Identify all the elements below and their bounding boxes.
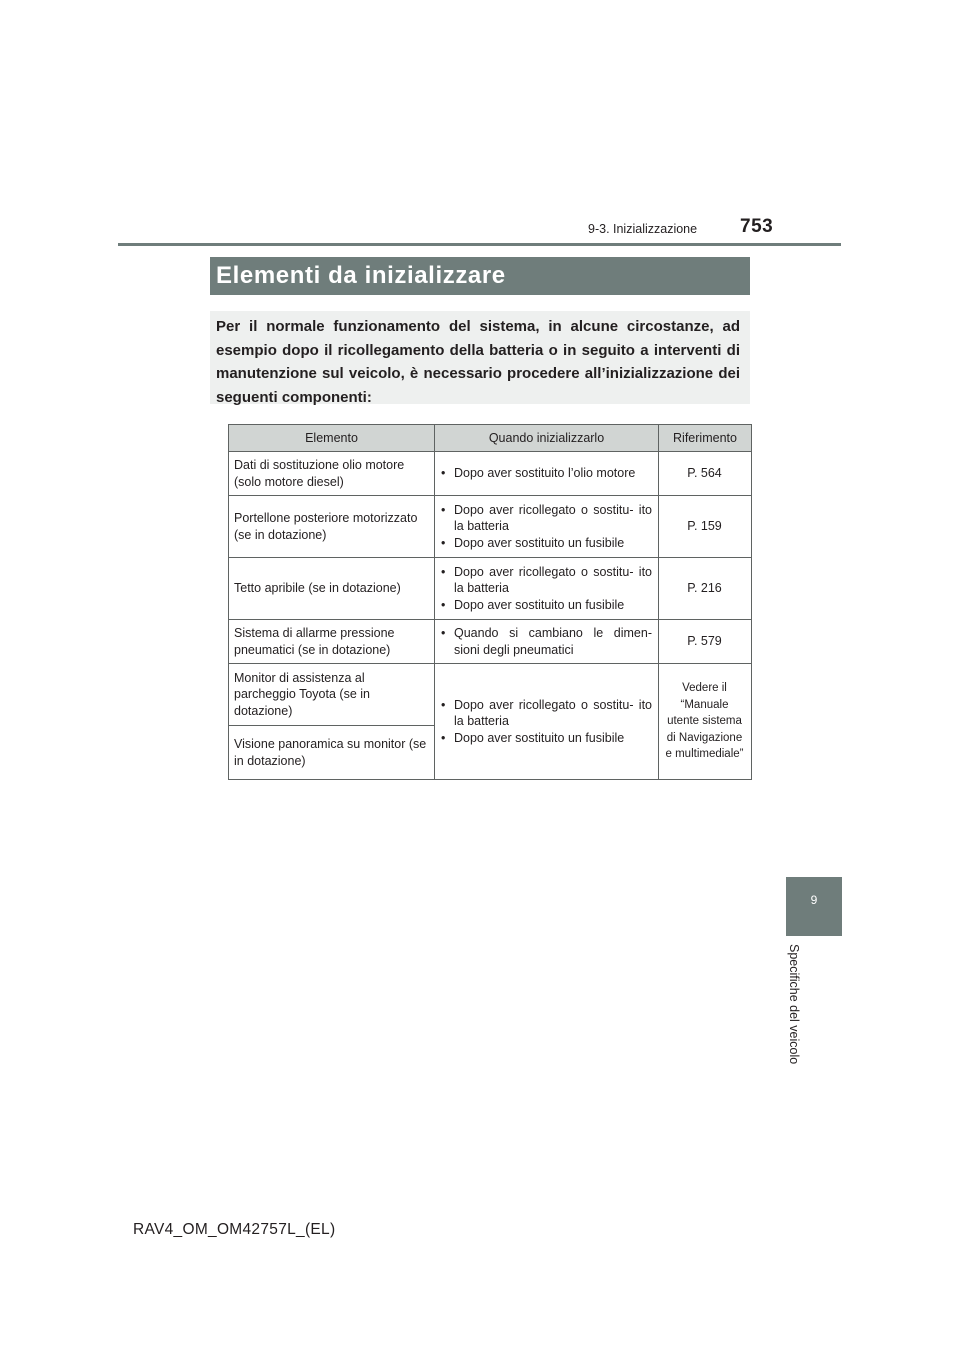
cell-when	[435, 558, 659, 620]
bullet-item: • Dopo aver sostituito l’olio motore	[440, 465, 652, 482]
cell-item: Tetto apribile (se in dotazione)	[229, 558, 435, 620]
bullet-item: • Quando si cambiano le dimen- sioni degli pneumatici	[440, 625, 652, 658]
cell-item: Dati di sostituzione olio motore (solo motore diesel)	[229, 452, 435, 496]
cell-reference: P. 216	[659, 558, 752, 620]
cell-item: Sistema di allarme pressione pneumatici (se in dotazione)	[229, 620, 435, 664]
bullet-item: • Dopo aver ricollegato o sostitu- ito la batteria	[440, 564, 652, 597]
table-row	[229, 620, 752, 664]
cell-reference: P. 579	[659, 620, 752, 664]
table-row	[229, 452, 752, 496]
bullet-item: • Dopo aver ricollegato o sostitu- ito la batteria	[440, 697, 652, 730]
document-code: RAV4_OM_OM42757L_(EL)	[133, 1221, 336, 1238]
intro-box	[210, 311, 750, 404]
cell-reference: Vedere il “Manuale utente sistema di Navigazione e multimediale”	[659, 664, 752, 780]
section-label: 9-3. Inizializzazione	[588, 222, 698, 236]
intro-text: Per il normale funzionamento del sistema, in alcune circostanze, ad esempio dopo il ricollegamento della batteria o in seguito a interventi di manutenzione sul veicolo, è necessario procedere all’inizializzazione dei seguenti componenti:	[216, 318, 740, 406]
table-row	[229, 558, 752, 620]
column-header-item: Elemento	[229, 425, 435, 452]
table-header-row	[229, 425, 752, 452]
cell-when	[435, 620, 659, 664]
cell-when	[435, 452, 659, 496]
chapter-label: Specifiche del veicolo	[787, 944, 801, 1065]
cell-when	[435, 496, 659, 558]
bullet-item: • Dopo aver sostituito un fusibile	[440, 730, 652, 747]
chapter-number: 9	[810, 893, 818, 907]
initialization-table	[228, 424, 752, 780]
page-number: 753	[740, 216, 774, 237]
table-row	[229, 496, 752, 558]
cell-reference: P. 159	[659, 496, 752, 558]
cell-reference: P. 564	[659, 452, 752, 496]
cell-item: Portellone posteriore motorizzato (se in dotazione)	[229, 496, 435, 558]
section-title: Elementi da inizializzare	[210, 257, 750, 295]
cell-item: Visione panoramica su monitor (se in dotazione)	[229, 726, 435, 780]
bullet-item: • Dopo aver sostituito un fusibile	[440, 597, 652, 614]
table-row	[229, 664, 752, 726]
cell-item: Monitor di assistenza al parcheggio Toyota (se in dotazione)	[229, 664, 435, 726]
bullet-item: • Dopo aver ricollegato o sostitu- ito la batteria	[440, 502, 652, 535]
bullet-item: • Dopo aver sostituito un fusibile	[440, 535, 652, 552]
cell-when	[435, 664, 659, 780]
column-header-when: Quando inizializzarlo	[435, 425, 659, 452]
header-rule	[118, 243, 841, 246]
column-header-reference: Riferimento	[659, 425, 752, 452]
